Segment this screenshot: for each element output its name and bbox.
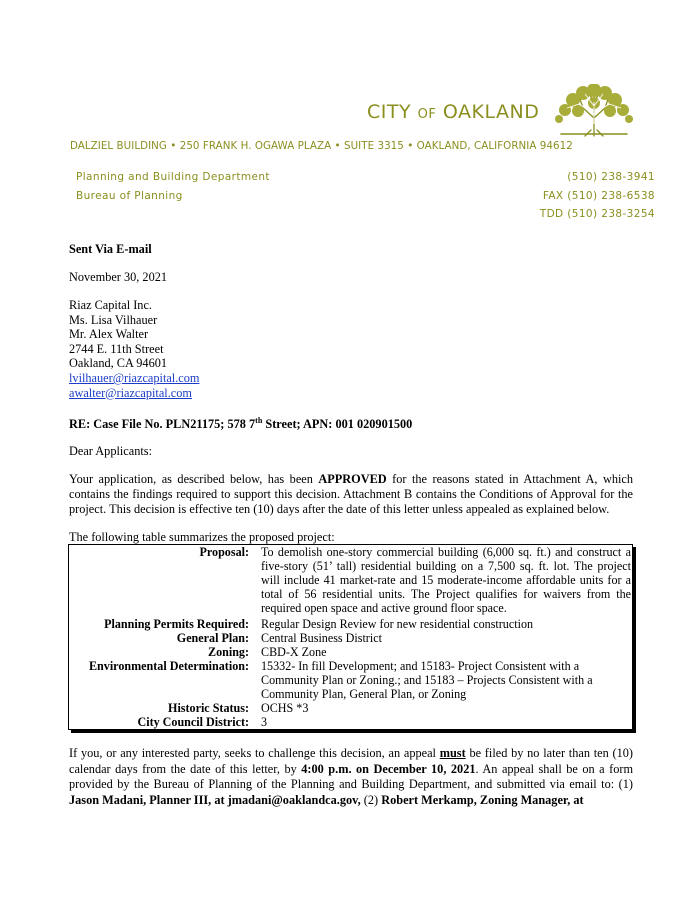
proposal-value: To demolish one-story commercial building (6,000 sq. ft.) and construct a five-story (51’ tall) residential building on a 7,500 sq. ft. lot. The project will include 41 market-rate and 15 moderate-income affordable units for a total of 56 residential units. The Project qualifies for waivers from the required open space and active ground floor space. bbox=[261, 545, 631, 616]
approved-status: APPROVED bbox=[318, 472, 387, 486]
wordmark-city: CITY bbox=[367, 101, 412, 123]
p1-text-b: for the reasons stated in Attachment A, which contains the findings required to support this decision. Attachment B contains the Conditions of Approval for the project. This decision is effective ten (10) days after the date of this letter unless appealed as explained below. bbox=[69, 472, 633, 516]
recipient-street: 2744 E. 11th Street bbox=[69, 341, 164, 356]
contact-2: Robert Merkamp, Zoning Manager, at bbox=[381, 792, 584, 807]
council-district-value: 3 bbox=[261, 715, 268, 729]
appeal-paragraph bbox=[69, 746, 633, 808]
re-line bbox=[69, 414, 412, 432]
re-line-main: RE: Case File No. PLN21175; 578 7 bbox=[69, 417, 256, 432]
wordmark-of: OF bbox=[417, 107, 437, 122]
department-name: Planning and Building Department bbox=[76, 171, 270, 183]
permits-label: Planning Permits Required: bbox=[104, 617, 249, 631]
wordmark-oakland: OAKLAND bbox=[442, 101, 540, 123]
p2-text-b: be filed by no later than ten (10) calendar days from the date of this letter, by bbox=[69, 746, 633, 776]
tdd-number: TDD (510) 238-3254 bbox=[539, 208, 655, 220]
environmental-label: Environmental Determination: bbox=[88, 659, 249, 673]
salutation: Dear Applicants: bbox=[69, 444, 152, 458]
table-row bbox=[69, 545, 632, 617]
council-district-label: City Council District: bbox=[137, 715, 249, 729]
general-plan-label: General Plan: bbox=[176, 631, 249, 645]
recipient-block bbox=[69, 298, 199, 400]
recipient-email-1-link[interactable]: lvilhauer@riazcapital.com bbox=[69, 370, 200, 385]
recipient-email-2-link[interactable]: awalter@riazcapital.com bbox=[69, 385, 192, 400]
must-emphasis: must bbox=[439, 746, 466, 760]
general-plan-value: Central Business District bbox=[261, 631, 382, 645]
oak-tree-logo-icon bbox=[555, 84, 633, 138]
project-summary-table bbox=[68, 544, 633, 730]
zoning-value: CBD-X Zone bbox=[261, 645, 327, 659]
recipient-name-2: Mr. Alex Walter bbox=[69, 327, 149, 342]
re-line-sup: th bbox=[255, 416, 263, 425]
proposal-label: Proposal: bbox=[199, 545, 249, 559]
recipient-city: Oakland, CA 94601 bbox=[69, 356, 168, 371]
recipient-company: Riaz Capital Inc. bbox=[69, 298, 152, 312]
p2-text-a: If you, or any interested party, seeks to challenge this decision, an appeal bbox=[69, 746, 440, 760]
p2-text-d: (2) bbox=[360, 792, 382, 807]
fax-number: FAX (510) 238-6538 bbox=[542, 190, 655, 202]
city-of-oakland-wordmark bbox=[367, 101, 539, 123]
environmental-value: 15332- In fill Development; and 15183- Project Consistent with a Community Plan or Zoning.; and 15183 – Projects Consistent with a Community Plan, General Plan, or Zoning bbox=[261, 659, 593, 702]
p1-text-a: Your application, as described below, has been bbox=[69, 472, 319, 486]
sent-via: Sent Via E-mail bbox=[69, 242, 152, 256]
p2-text-c: . An appeal shall be on a form provided by the Bureau of Planning of the Planning and Building Department, and submitted via email to: (1) bbox=[69, 761, 634, 791]
letter-date: November 30, 2021 bbox=[69, 270, 168, 284]
recipient-name-1: Ms. Lisa Vilhauer bbox=[69, 312, 158, 327]
bureau-name: Bureau of Planning bbox=[76, 190, 183, 202]
letterhead-address: DALZIEL BUILDING • 250 FRANK H. OGAWA PLAZA • SUITE 3315 • OAKLAND, CALIFORNIA 94612 bbox=[70, 140, 573, 152]
table-intro: The following table summarizes the proposed project: bbox=[69, 530, 335, 544]
contact-1: Jason Madani, Planner III, at jmadani@oaklandca.gov, bbox=[69, 792, 361, 807]
historic-status-value: OCHS *3 bbox=[261, 701, 309, 715]
appeal-deadline: 4:00 p.m. on December 10, 2021 bbox=[301, 761, 476, 776]
re-line-rest: Street; APN: 001 020901500 bbox=[262, 417, 413, 432]
zoning-label: Zoning: bbox=[208, 645, 249, 659]
historic-status-label: Historic Status: bbox=[168, 701, 249, 715]
phone-number: (510) 238-3941 bbox=[567, 171, 655, 183]
permits-value: Regular Design Review for new residential construction bbox=[261, 617, 534, 631]
approval-paragraph bbox=[69, 472, 633, 516]
